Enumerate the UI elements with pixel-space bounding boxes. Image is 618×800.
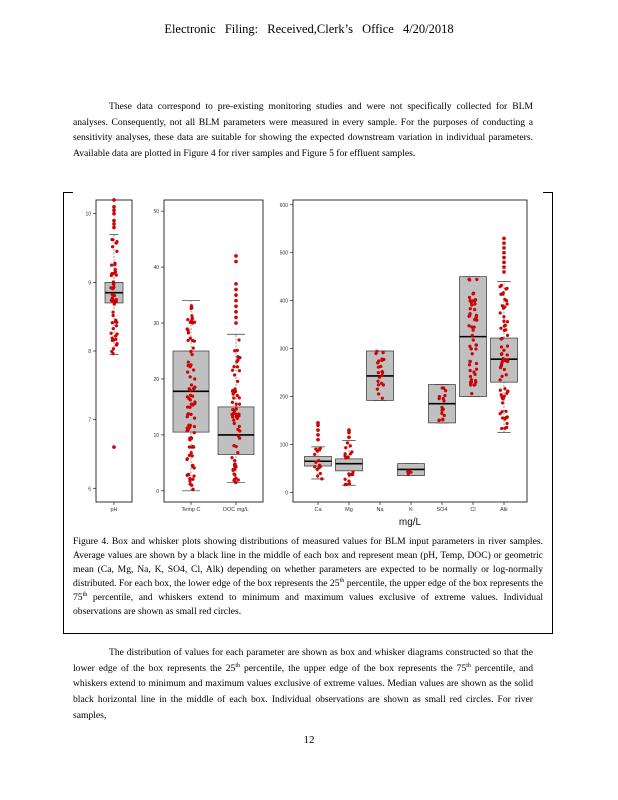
category-label-K: K	[409, 507, 413, 513]
category-label-DOC mg/L: DOC mg/L	[223, 507, 249, 513]
y-tick-label: 0	[156, 488, 159, 495]
page-header: Electronic Filing: Received,Clerk’s Office 4/20/2018	[164, 22, 454, 36]
paragraph-1-text: These data correspond to pre-existing monitoring studies and were not specifically collected for BLM analyses. Consequently, not all BLM parameters were measured in every sample. For the purposes of conducting a sensitivity analyses, these data are suitable for showing the expected downstream variation in individual parameters. Available data are plotted in Figure 4 for river samples and Figure 5 for effluent samples.	[73, 101, 533, 160]
page-number: 12	[303, 734, 315, 746]
paragraph-2-sup-2: th	[466, 662, 471, 669]
y-tick-label: 7	[88, 417, 91, 424]
y-tick-label: 40	[153, 265, 159, 272]
paragraph-2	[73, 645, 533, 724]
x-axis-label: mg/L	[398, 517, 422, 528]
category-label-Temp C: Temp C	[181, 507, 201, 513]
caption-part-1: Figure 4. Box and whisker plots showing distributions of measured values for BLM input parameters in river samples. Average values are shown by a black line in the middle of each box and represent mean (pH, Temp, DOC) or geometric mean (Ca, Mg, Na, K, SO4, Cl, Alk) depending on whether parameters are expected to be normally or log-normally distributed. For each box, the lower edge of the box represents the 25	[73, 536, 543, 590]
category-label-SO4: SO4	[436, 507, 448, 513]
y-tick-label: 20	[153, 376, 159, 383]
category-label-Cl: Cl	[470, 507, 476, 513]
category-label-Mg: Mg	[345, 507, 353, 513]
y-tick-label: 6	[88, 486, 91, 493]
caption-sup-2: th	[82, 592, 88, 599]
y-tick-label: 10	[85, 211, 91, 218]
figure-caption	[73, 535, 543, 620]
paragraph-2-part-2: percentile, the upper edge of the box represents the 75	[239, 662, 467, 674]
y-tick-label: 600	[279, 202, 288, 209]
y-tick-label: 200	[279, 394, 288, 401]
y-tick-label: 30	[153, 321, 159, 328]
caption-part-2: percentile, the upper edge of the box represents the 75	[73, 578, 543, 604]
category-label-Na: Na	[376, 507, 384, 513]
y-tick-label: 300	[279, 346, 288, 353]
y-tick-label: 500	[279, 250, 288, 257]
caption-sup-1: th	[339, 578, 345, 585]
y-tick-label: 0	[285, 490, 288, 497]
paragraph-1	[73, 99, 533, 162]
paragraph-2-part-1: The distribution of values for each parameter are shown as box and whisker diagrams constructed so that the lower edge of the box represents the 25	[73, 647, 533, 674]
category-label-Ca: Ca	[314, 507, 322, 513]
y-tick-label: 10	[153, 432, 159, 439]
paragraph-2-sup-1: th	[235, 662, 240, 669]
y-tick-label: 50	[153, 209, 159, 216]
y-tick-label: 100	[279, 442, 288, 449]
paragraph-2-part-3: percentile, and whiskers extend to minimum and maximum values exclusive of extreme values. Median values are shown as the solid black horizontal line in the middle of each box. Individual observations are shown as small red circles. For river samples,	[73, 662, 534, 721]
category-label-pH: pH	[110, 507, 118, 513]
caption-part-3: percentile, and whiskers extend to minimum and maximum values exclusive of extreme values. Individual observations are shown as small red circles.	[73, 592, 543, 618]
category-label-Alk: Alk	[500, 507, 508, 513]
y-tick-label: 8	[88, 349, 91, 355]
y-tick-label: 400	[279, 298, 288, 305]
y-tick-label: 9	[88, 280, 91, 287]
